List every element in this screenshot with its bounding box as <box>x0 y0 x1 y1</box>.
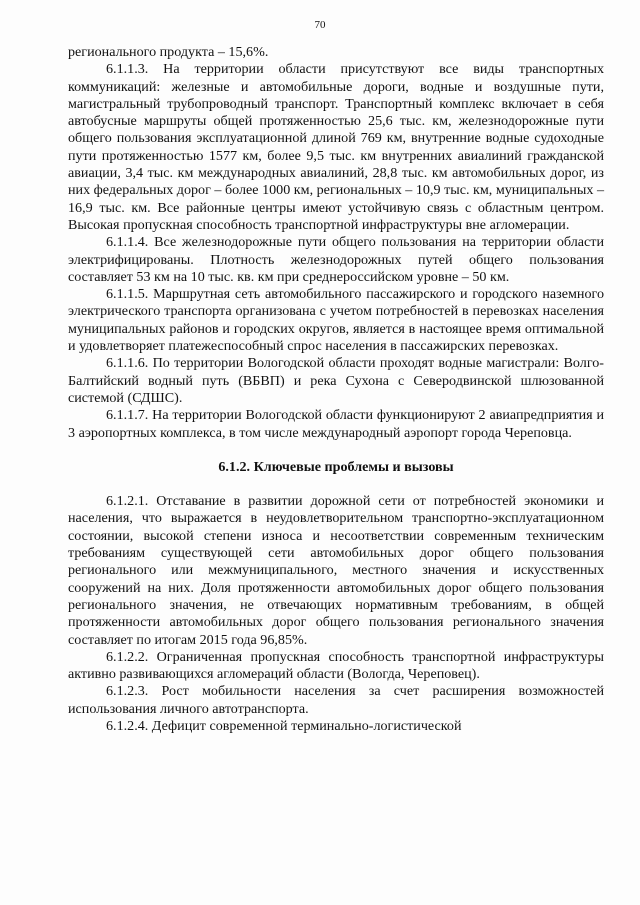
paragraph: 6.1.2.4. Дефицит современной терминально-логистической <box>106 717 462 734</box>
paragraph: 6.1.1.6. По территории Вологодской области проходят водные магистрали: Волго-Балтийский водный путь (ВБВП) и река Сухона с Северодвинской шлюзованной системой (СДШС). <box>68 355 604 406</box>
paragraph: 6.1.1.3. На территории области присутствуют все виды транспортных коммуникаций: железные и автомобильные дороги, водные и воздушные пути, магистральный трубопроводный транспорт. Транспортный комплекс включает в себя автобусные маршруты общей протяженностью 25,6 тыс. км, железнодорожные пути общего пользования эксплуатационной длиной 769 км, внутренние водные судоходные пути протяженностью 1577 км, более 9,5 тыс. км внутренних авиалиний гражданской авиации, 3,4 тыс. км международных авиалиний, 28,8 тыс. км автомобильных дорог, из них федеральных дорог – более 1000 км, региональных – 10,9 тыс. км, муниципальных – 16,9 тыс. км. Все районные центры имеют устойчивую связь с областным центром. Высокая пропускная способность транспортной инфраструктуры вне агломерации. <box>68 61 604 233</box>
document-body <box>68 44 604 735</box>
paragraph: 6.1.1.7. На территории Вологодской области функционируют 2 авиапредприятия и 3 аэропортных комплекса, в том числе международный аэропорт города Череповца. <box>68 407 604 441</box>
paragraph: 6.1.2.3. Рост мобильности населения за счет расширения возможностей использования личного автотранспорта. <box>68 683 604 717</box>
section-heading: 6.1.2. Ключевые проблемы и вызовы <box>218 458 454 475</box>
paragraph: 6.1.1.4. Все железнодорожные пути общего пользования на территории области электрифицированы. Плотность железнодорожных путей общего пользования составляет 53 км на 10 тыс. кв. км при среднероссийском уровне – 50 км. <box>68 234 604 285</box>
paragraph: 6.1.2.2. Ограниченная пропускная способность транспортной инфраструктуры активно развивающихся агломераций области (Вологда, Череповец). <box>68 648 604 683</box>
paragraph: 6.1.1.5. Маршрутная сеть автомобильного пассажирского и городского наземного электрического транспорта организована с учетом потребностей в перевозках населения муниципальных районов и городских округов, является в настоящее время оптимальной и удовлетворяет платежеспособный спрос населения в пассажирских перевозках. <box>68 286 604 355</box>
page-number: 70 <box>314 19 326 31</box>
paragraph: 6.1.2.1. Отставание в развитии дорожной сети от потребностей экономики и населения, что выражается в неудовлетворительном транспортно-эксплуатационном состоянии, высокой степени износа и несоответствии современным техническим требованиям существующей сети автомобильных дорог общего пользования регионального или межмуниципального, местного значения и искусственных сооружений на них. Доля протяженности автомобильных дорог общего пользования регионального значения, не отвечающих нормативным требованиям, в общей протяженности автомобильных дорог общего пользования регионального значения составляет по итогам 2015 года 96,85%. <box>68 493 604 648</box>
paragraph: регионального продукта – 15,6%. <box>68 44 269 60</box>
